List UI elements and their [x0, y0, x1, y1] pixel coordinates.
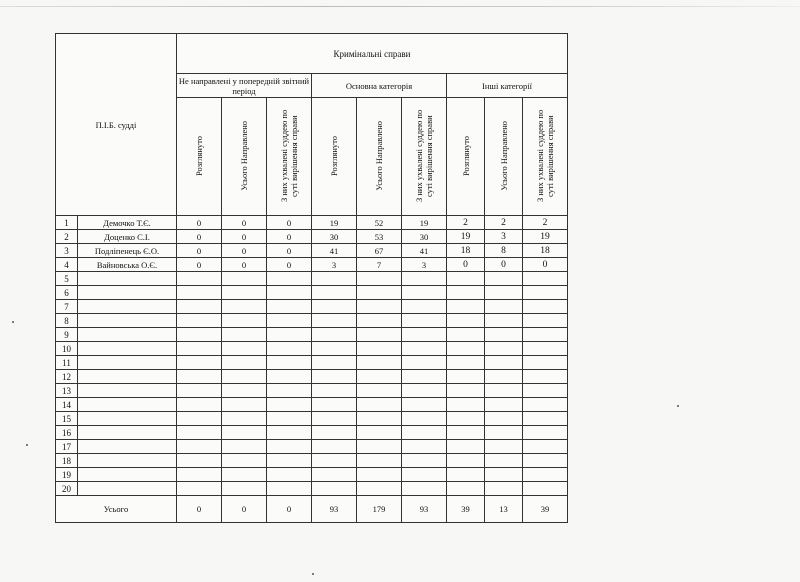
criminal-cases-header: Кримінальні справи — [177, 34, 568, 74]
value-cell — [523, 286, 568, 300]
judge-name — [78, 286, 177, 300]
value-cell — [447, 356, 485, 370]
value-cell — [523, 412, 568, 426]
table-row — [56, 258, 568, 272]
total-cell: 0 — [177, 496, 222, 523]
judge-name — [78, 454, 177, 468]
scan-speck — [312, 573, 314, 575]
value-cell: 3 — [402, 258, 447, 272]
value-cell — [357, 286, 402, 300]
value-cell — [402, 426, 447, 440]
value-cell: 0 — [222, 216, 267, 230]
row-number: 12 — [56, 370, 78, 384]
value-cell — [222, 300, 267, 314]
value-cell — [357, 398, 402, 412]
judge-name: Демочко Т.Є. — [78, 216, 177, 230]
subheader-reviewed: Розглянуто — [447, 98, 485, 216]
row-number: 19 — [56, 468, 78, 482]
subheader-decided-on-merits: З них ухвалені суддею по суті вирішення справи — [523, 98, 568, 216]
value-cell — [447, 300, 485, 314]
value-cell: 18 — [523, 244, 568, 258]
value-cell — [447, 454, 485, 468]
value-cell — [447, 412, 485, 426]
row-number: 16 — [56, 426, 78, 440]
value-cell — [222, 440, 267, 454]
value-cell: 67 — [357, 244, 402, 258]
value-cell — [402, 384, 447, 398]
value-cell: 18 — [447, 244, 485, 258]
row-number: 6 — [56, 286, 78, 300]
value-cell — [222, 426, 267, 440]
group-header-not-sent-prior: Не направлені у попередній звітний період — [177, 74, 312, 98]
judge-name — [78, 370, 177, 384]
value-cell — [357, 314, 402, 328]
value-cell — [222, 412, 267, 426]
table-row — [56, 216, 568, 230]
subheader-reviewed: Розглянуто — [312, 98, 357, 216]
value-cell — [357, 300, 402, 314]
row-number: 15 — [56, 412, 78, 426]
value-cell: 0 — [222, 244, 267, 258]
value-cell — [222, 398, 267, 412]
value-cell — [177, 482, 222, 496]
value-cell — [523, 468, 568, 482]
value-cell — [485, 314, 523, 328]
value-cell — [357, 328, 402, 342]
value-cell — [402, 272, 447, 286]
value-cell: 0 — [267, 216, 312, 230]
row-number: 4 — [56, 258, 78, 272]
table-row — [56, 482, 568, 496]
value-cell — [402, 398, 447, 412]
table-row — [56, 314, 568, 328]
table-row — [56, 230, 568, 244]
value-cell — [267, 398, 312, 412]
value-cell — [312, 468, 357, 482]
value-cell — [523, 328, 568, 342]
value-cell: 0 — [177, 258, 222, 272]
value-cell — [177, 412, 222, 426]
value-cell: 0 — [267, 258, 312, 272]
value-cell — [312, 300, 357, 314]
value-cell — [447, 468, 485, 482]
value-cell — [177, 384, 222, 398]
value-cell — [312, 328, 357, 342]
value-cell — [485, 398, 523, 412]
value-cell: 8 — [485, 244, 523, 258]
value-cell — [177, 468, 222, 482]
value-cell — [222, 468, 267, 482]
total-cell: 39 — [523, 496, 568, 523]
table-row — [56, 244, 568, 258]
subheader-decided-on-merits: З них ухвалені суддею по суті вирішення справи — [402, 98, 447, 216]
table-row — [56, 328, 568, 342]
value-cell — [402, 412, 447, 426]
value-cell — [485, 286, 523, 300]
total-cell: 0 — [267, 496, 312, 523]
value-cell — [312, 426, 357, 440]
judge-name — [78, 482, 177, 496]
table-row — [56, 286, 568, 300]
value-cell — [447, 482, 485, 496]
value-cell: 2 — [447, 216, 485, 230]
value-cell — [267, 272, 312, 286]
judge-name — [78, 342, 177, 356]
value-cell — [267, 328, 312, 342]
value-cell — [485, 328, 523, 342]
totals-label: Усього — [56, 496, 177, 523]
value-cell — [177, 342, 222, 356]
value-cell: 30 — [402, 230, 447, 244]
row-number: 3 — [56, 244, 78, 258]
scan-speck — [12, 321, 14, 323]
row-number: 13 — [56, 384, 78, 398]
value-cell: 0 — [177, 230, 222, 244]
value-cell — [357, 384, 402, 398]
row-number: 9 — [56, 328, 78, 342]
value-cell — [523, 272, 568, 286]
group-header-main-category: Основна категорія — [312, 74, 447, 98]
value-cell — [523, 370, 568, 384]
judge-name — [78, 300, 177, 314]
value-cell — [402, 328, 447, 342]
value-cell — [523, 398, 568, 412]
table-row — [56, 356, 568, 370]
value-cell — [267, 384, 312, 398]
value-cell — [267, 300, 312, 314]
judge-name: Доценко С.І. — [78, 230, 177, 244]
value-cell: 0 — [267, 244, 312, 258]
value-cell — [267, 356, 312, 370]
value-cell — [523, 482, 568, 496]
value-cell — [222, 328, 267, 342]
row-number: 5 — [56, 272, 78, 286]
value-cell — [402, 482, 447, 496]
table-row — [56, 300, 568, 314]
table-row — [56, 398, 568, 412]
value-cell — [312, 398, 357, 412]
table-row — [56, 412, 568, 426]
value-cell — [222, 286, 267, 300]
value-cell — [222, 314, 267, 328]
value-cell: 19 — [447, 230, 485, 244]
value-cell — [222, 342, 267, 356]
row-number: 2 — [56, 230, 78, 244]
judge-name — [78, 412, 177, 426]
value-cell — [402, 314, 447, 328]
value-cell — [523, 314, 568, 328]
value-cell — [357, 468, 402, 482]
total-cell: 13 — [485, 496, 523, 523]
value-cell — [357, 482, 402, 496]
value-cell — [312, 342, 357, 356]
value-cell — [357, 440, 402, 454]
value-cell — [357, 426, 402, 440]
value-cell: 53 — [357, 230, 402, 244]
value-cell — [485, 272, 523, 286]
value-cell — [485, 370, 523, 384]
value-cell — [485, 412, 523, 426]
value-cell — [485, 426, 523, 440]
value-cell — [357, 454, 402, 468]
value-cell — [485, 468, 523, 482]
total-cell: 39 — [447, 496, 485, 523]
value-cell — [177, 426, 222, 440]
total-cell: 93 — [312, 496, 357, 523]
value-cell — [447, 272, 485, 286]
value-cell — [523, 300, 568, 314]
value-cell — [177, 398, 222, 412]
value-cell — [312, 286, 357, 300]
value-cell — [177, 314, 222, 328]
value-cell — [267, 286, 312, 300]
value-cell — [485, 384, 523, 398]
value-cell: 0 — [177, 244, 222, 258]
judge-name — [78, 426, 177, 440]
row-number: 11 — [56, 356, 78, 370]
value-cell: 3 — [485, 230, 523, 244]
value-cell — [402, 286, 447, 300]
value-cell: 0 — [177, 216, 222, 230]
scan-speck — [26, 444, 28, 446]
row-number: 17 — [56, 440, 78, 454]
value-cell — [312, 412, 357, 426]
total-cell: 179 — [357, 496, 402, 523]
value-cell — [485, 482, 523, 496]
value-cell — [523, 454, 568, 468]
value-cell — [312, 272, 357, 286]
value-cell — [447, 328, 485, 342]
table-row — [56, 426, 568, 440]
value-cell — [312, 314, 357, 328]
subheader-decided-on-merits: З них ухвалені суддею по суті вирішення справи — [267, 98, 312, 216]
value-cell — [312, 454, 357, 468]
value-cell — [267, 454, 312, 468]
value-cell — [447, 286, 485, 300]
judge-name — [78, 314, 177, 328]
value-cell — [267, 412, 312, 426]
row-number: 14 — [56, 398, 78, 412]
value-cell — [222, 356, 267, 370]
value-cell — [447, 370, 485, 384]
value-cell — [222, 482, 267, 496]
value-cell — [177, 440, 222, 454]
value-cell — [447, 426, 485, 440]
value-cell — [312, 482, 357, 496]
judge-name: Вайновська О.Є. — [78, 258, 177, 272]
value-cell — [267, 426, 312, 440]
judge-name — [78, 398, 177, 412]
subheader-reviewed: Розглянуто — [177, 98, 222, 216]
value-cell — [402, 440, 447, 454]
value-cell — [357, 342, 402, 356]
judge-name — [78, 440, 177, 454]
subheader-total-sent: Усього Направлено — [222, 98, 267, 216]
value-cell — [312, 370, 357, 384]
value-cell — [485, 300, 523, 314]
judge-name — [78, 272, 177, 286]
table-row — [56, 454, 568, 468]
value-cell: 0 — [447, 258, 485, 272]
scan-edge-line — [0, 6, 800, 7]
value-cell — [402, 356, 447, 370]
subheader-total-sent: Усього Направлено — [485, 98, 523, 216]
judge-name: Подліпенець Є.О. — [78, 244, 177, 258]
value-cell — [523, 356, 568, 370]
value-cell: 41 — [402, 244, 447, 258]
value-cell: 0 — [222, 258, 267, 272]
value-cell — [402, 370, 447, 384]
table-row — [56, 384, 568, 398]
value-cell — [177, 272, 222, 286]
subheader-total-sent: Усього Направлено — [357, 98, 402, 216]
table-row — [56, 468, 568, 482]
value-cell: 0 — [485, 258, 523, 272]
group-header-other-categories: Інші категорії — [447, 74, 568, 98]
total-cell: 93 — [402, 496, 447, 523]
value-cell — [267, 370, 312, 384]
value-cell — [177, 370, 222, 384]
value-cell — [523, 440, 568, 454]
value-cell — [485, 342, 523, 356]
value-cell — [402, 468, 447, 482]
value-cell: 0 — [267, 230, 312, 244]
value-cell — [267, 342, 312, 356]
value-cell: 7 — [357, 258, 402, 272]
value-cell: 2 — [485, 216, 523, 230]
value-cell — [222, 370, 267, 384]
value-cell: 3 — [312, 258, 357, 272]
value-cell: 30 — [312, 230, 357, 244]
value-cell — [447, 342, 485, 356]
value-cell — [357, 412, 402, 426]
judge-name — [78, 468, 177, 482]
table-row — [56, 440, 568, 454]
judge-name — [78, 384, 177, 398]
value-cell: 52 — [357, 216, 402, 230]
criminal-cases-report-table — [55, 33, 568, 523]
value-cell: 41 — [312, 244, 357, 258]
value-cell — [267, 468, 312, 482]
row-number: 10 — [56, 342, 78, 356]
scan-speck — [677, 405, 679, 407]
value-cell — [447, 398, 485, 412]
value-cell — [447, 384, 485, 398]
value-cell — [402, 454, 447, 468]
value-cell — [267, 440, 312, 454]
table-row — [56, 272, 568, 286]
value-cell — [402, 300, 447, 314]
totals-row — [56, 496, 568, 523]
value-cell — [267, 314, 312, 328]
value-cell — [523, 342, 568, 356]
value-cell: 19 — [312, 216, 357, 230]
value-cell — [485, 440, 523, 454]
value-cell: 2 — [523, 216, 568, 230]
judge-name — [78, 328, 177, 342]
value-cell — [523, 426, 568, 440]
total-cell: 0 — [222, 496, 267, 523]
row-number: 18 — [56, 454, 78, 468]
value-cell — [402, 342, 447, 356]
value-cell — [222, 384, 267, 398]
table-row — [56, 370, 568, 384]
value-cell — [222, 272, 267, 286]
value-cell — [177, 300, 222, 314]
value-cell — [447, 314, 485, 328]
value-cell — [357, 272, 402, 286]
judge-name — [78, 356, 177, 370]
row-number: 1 — [56, 216, 78, 230]
value-cell: 19 — [523, 230, 568, 244]
value-cell: 0 — [523, 258, 568, 272]
value-cell — [177, 454, 222, 468]
value-cell — [177, 328, 222, 342]
value-cell — [267, 482, 312, 496]
value-cell — [222, 454, 267, 468]
value-cell — [312, 356, 357, 370]
table-row — [56, 342, 568, 356]
value-cell — [485, 356, 523, 370]
value-cell — [312, 440, 357, 454]
value-cell: 0 — [222, 230, 267, 244]
value-cell — [312, 384, 357, 398]
value-cell — [447, 440, 485, 454]
row-number: 7 — [56, 300, 78, 314]
value-cell — [357, 356, 402, 370]
judge-name-header: П.І.Б. судді — [56, 34, 177, 216]
value-cell — [523, 384, 568, 398]
value-cell — [485, 454, 523, 468]
row-number: 20 — [56, 482, 78, 496]
row-number: 8 — [56, 314, 78, 328]
value-cell: 19 — [402, 216, 447, 230]
value-cell — [177, 356, 222, 370]
value-cell — [177, 286, 222, 300]
value-cell — [357, 370, 402, 384]
